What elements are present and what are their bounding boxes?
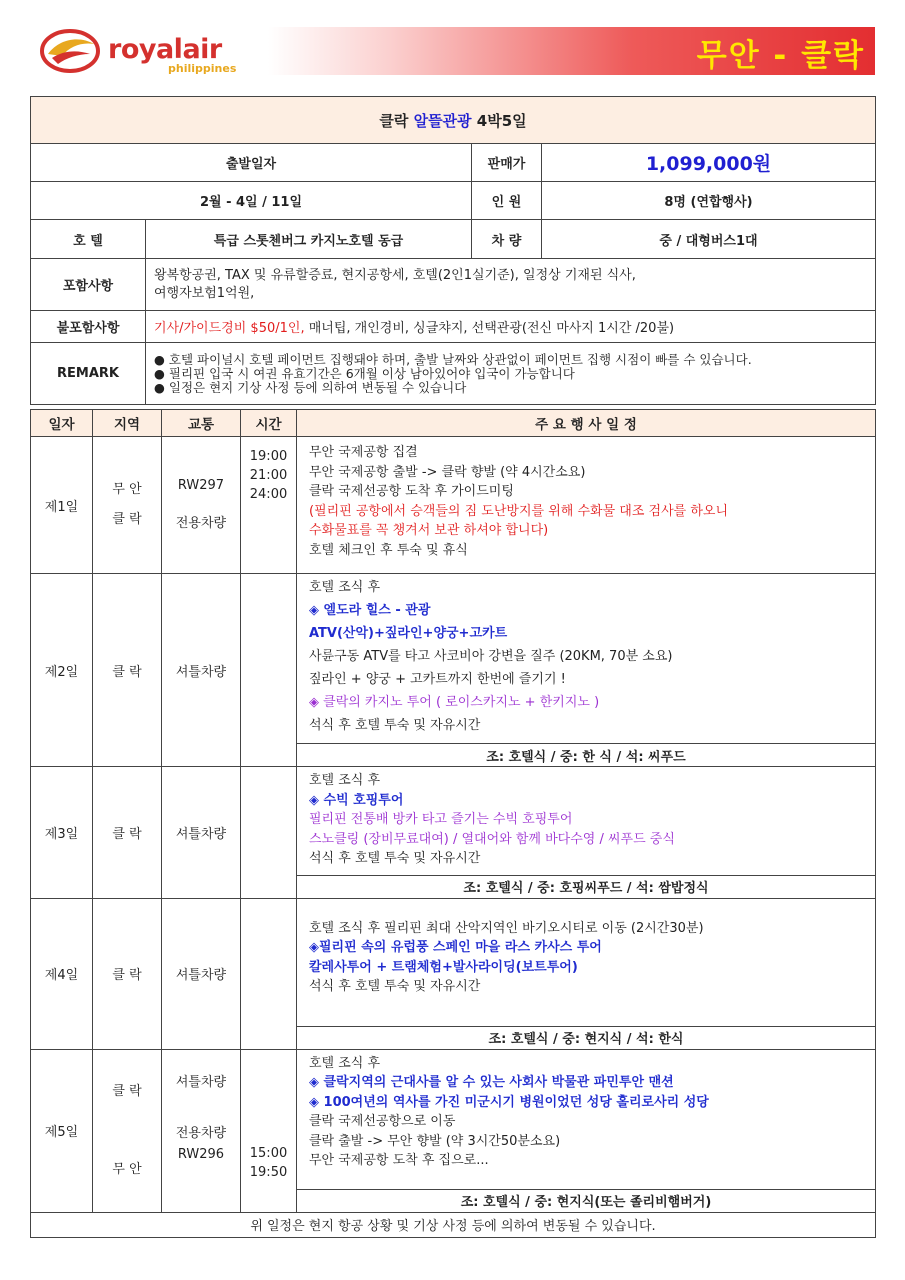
footer-notice: 위 일정은 현지 항공 상황 및 기상 사정 등에 의하여 변동될 수 있습니다. xyxy=(31,1212,876,1237)
logo-subtext: philippines xyxy=(168,62,237,75)
plan-highlight: ◈ 수빅 호핑투어 xyxy=(309,792,404,808)
day-label: 제2일 xyxy=(31,574,93,767)
plan-line: 무안 국제공항 도착 후 집으로... xyxy=(309,1153,489,1168)
transport-cell xyxy=(162,437,241,574)
plan-option: 스노클링 (장비무료대여) / 열대어와 함께 바다수영 / 씨푸드 중식 xyxy=(309,831,675,847)
car-value: 중 / 대형버스1대 xyxy=(542,220,876,259)
meal-info: 조: 호텔식 / 중: 한 식 / 석: 씨푸드 xyxy=(297,744,876,767)
route-banner xyxy=(268,27,875,75)
plan-highlight: ATV(산악)+짚라인+양궁+고카트 xyxy=(309,626,508,641)
remark-label: REMARK xyxy=(31,343,146,405)
plan-line: 석식 후 호텔 투숙 및 자유시간 xyxy=(309,979,481,994)
plan-line: 호텔 조식 후 xyxy=(309,773,381,788)
time-cell xyxy=(241,1049,297,1212)
plan-highlight: ◈ 100여년의 역사를 가진 미군시기 병원이었던 성당 홀리로사리 성당 xyxy=(309,1094,709,1110)
plan-highlight: ◈필리핀 속의 유럽풍 스페인 마을 라스 카사스 투어 xyxy=(309,940,602,955)
day-row xyxy=(31,574,876,744)
schedule-table xyxy=(30,409,876,1238)
plan-cell xyxy=(297,574,876,744)
depart-dates: 2월 - 4일 / 11일 xyxy=(31,182,472,220)
page-header xyxy=(0,0,905,95)
meal-info: 조: 호텔식 / 중: 현지식 / 석: 한식 xyxy=(297,1026,876,1049)
plan-line: 호텔 체크인 후 투숙 및 휴식 xyxy=(309,542,468,558)
time-cell xyxy=(241,898,297,1049)
day-row xyxy=(31,1049,876,1189)
day-label: 제3일 xyxy=(31,767,93,899)
day-row xyxy=(31,898,876,1026)
transport-cell xyxy=(162,1049,241,1212)
plan-line: 짚라인 + 양궁 + 고카트까지 한번에 즐기기 ! xyxy=(309,672,566,687)
plan-line: 클락 출발 -> 무안 향발 (약 3시간50분소요) xyxy=(309,1133,561,1149)
region-name: 클 락 xyxy=(93,574,162,767)
price-label: 판매가 xyxy=(472,144,542,182)
plan-notice: (필리핀 공항에서 승객들의 짐 도난방지를 위해 수화물 대조 검사를 하오니 xyxy=(309,503,729,519)
plan-highlight: 칼레사투어 + 트램체험+발사라이딩(보트투어) xyxy=(309,959,578,975)
day-label: 제1일 xyxy=(31,437,93,574)
plan-line: 클락 국제선공항 도착 후 가이드미팅 xyxy=(309,484,514,499)
royalair-logo xyxy=(40,28,240,78)
included-value xyxy=(146,259,876,311)
time-value: 21:00 xyxy=(249,468,288,483)
time-value: 24:00 xyxy=(249,487,288,502)
day-row xyxy=(31,437,876,574)
time-value: 19:50 xyxy=(249,1164,288,1180)
excluded-guide-fee: 기사/가이드경비 $50/1인, xyxy=(154,321,305,336)
plan-cell xyxy=(297,437,876,574)
excluded-rest: 매너팁, 개인경비, 싱글챠지, 선택관광(전신 마사지 1시간 /20불) xyxy=(304,321,675,336)
plan-line: 사륜구동 ATV를 타고 사코비아 강변을 질주 (20KM, 70분 소요) xyxy=(309,649,673,664)
plan-line: 석식 후 호텔 투숙 및 자유시간 xyxy=(309,718,481,733)
col-time: 시간 xyxy=(241,410,297,437)
plan-option: 필리핀 전통배 방카 타고 즐기는 수빅 호핑투어 xyxy=(309,812,573,827)
remark-value xyxy=(146,343,876,405)
flight-number: RW296 xyxy=(177,1147,225,1162)
plan-line: 무안 국제공항 출발 -> 클락 향발 (약 4시간소요) xyxy=(309,464,586,480)
day-label: 제4일 xyxy=(31,898,93,1049)
included-label: 포함사항 xyxy=(31,259,146,311)
transport-name: 셔틀차량 xyxy=(162,574,241,767)
remark-line: ● 일정은 현지 기상 사정 등에 의하여 변동될 수 있습니다 xyxy=(154,379,467,395)
time-value: 15:00 xyxy=(249,1145,288,1161)
transport-name: 셔틀차량 xyxy=(162,767,241,899)
time-value: 19:00 xyxy=(249,449,288,464)
flight-number: RW297 xyxy=(177,478,225,493)
day-label: 제5일 xyxy=(31,1049,93,1212)
plan-line: 클락 국제선공항으로 이동 xyxy=(309,1114,456,1129)
meal-info: 조: 호텔식 / 중: 현지식(또는 졸리비햄버거) xyxy=(297,1189,876,1212)
plan-option: ◈ 클락의 카지노 투어 ( 로이스카지노 + 한키지노 ) xyxy=(309,695,600,710)
plan-notice: 수화물표를 꼭 챙겨서 보관 하셔야 합니다) xyxy=(309,523,549,538)
car-label: 차 량 xyxy=(472,220,542,259)
remark-line: ● 필리핀 입국 시 여권 유효기간은 6개월 이상 남아있어야 입국이 가능합니다 xyxy=(154,365,575,381)
col-transport: 교통 xyxy=(162,410,241,437)
region-name: 클 락 xyxy=(93,898,162,1049)
plan-cell xyxy=(297,767,876,876)
region-name: 클 락 xyxy=(112,1083,142,1099)
col-region: 지역 xyxy=(93,410,162,437)
tour-title xyxy=(31,97,876,144)
region-cell xyxy=(93,437,162,574)
hotel-value: 특급 스톳첸버그 카지노호텔 동급 xyxy=(146,220,472,259)
col-plan: 주 요 행 사 일 정 xyxy=(297,410,876,437)
region-name: 클 락 xyxy=(93,767,162,899)
transport-name: 전용차량 xyxy=(175,516,227,531)
plan-line: 호텔 조식 후 필리핀 최대 산악지역인 바기오시티로 이동 (2시간30분) xyxy=(309,920,704,936)
pax-value: 8명 (연합행사) xyxy=(542,182,876,220)
price-value: 1,099,000원 xyxy=(542,144,876,182)
col-day: 일자 xyxy=(31,410,93,437)
day-row xyxy=(31,767,876,876)
title-product: 알뜰관광 xyxy=(413,111,472,130)
region-name: 클 락 xyxy=(112,512,142,527)
plan-line: 호텔 조식 후 xyxy=(309,1055,381,1071)
transport-name: 전용차량 xyxy=(175,1126,227,1141)
region-name: 무 안 xyxy=(112,1161,142,1177)
plan-line: 무안 국제공항 집결 xyxy=(309,445,418,460)
route-title: 무안 - 클락 xyxy=(696,38,865,74)
included-line: 여행자보험1억원, xyxy=(154,285,255,301)
depart-label: 출발일자 xyxy=(31,144,472,182)
title-duration: 4박5일 xyxy=(476,111,527,130)
pax-label: 인 원 xyxy=(472,182,542,220)
meal-info: 조: 호텔식 / 중: 호핑씨푸드 / 석: 쌈밥정식 xyxy=(297,875,876,898)
tour-info-table xyxy=(30,96,876,405)
region-name: 무 안 xyxy=(112,482,142,497)
time-cell xyxy=(241,437,297,574)
transport-name: 셔틀차량 xyxy=(175,1075,227,1090)
royalair-bird-icon xyxy=(40,28,102,74)
remark-line: ● 호텔 파이널시 호텔 페이먼트 집행돼야 하며, 출발 날짜와 상관없이 페이먼트 집행 시점이 빠를 수 있습니다. xyxy=(154,351,752,367)
plan-line: 석식 후 호텔 투숙 및 자유시간 xyxy=(309,851,481,866)
title-city: 클락 xyxy=(379,111,409,130)
logo-text: royalair xyxy=(108,34,222,65)
plan-line: 호텔 조식 후 xyxy=(309,580,381,595)
time-cell xyxy=(241,767,297,899)
plan-cell xyxy=(297,898,876,1026)
plan-highlight: ◈ 엘도라 힐스 - 관광 xyxy=(309,603,431,618)
region-cell xyxy=(93,1049,162,1212)
time-cell xyxy=(241,574,297,767)
excluded-value xyxy=(146,311,876,343)
hotel-label: 호 텔 xyxy=(31,220,146,259)
included-line: 왕복항공권, TAX 및 유류할증료, 현지공항세, 호텔(2인1실기준), 일정상 기재된 식사, xyxy=(154,267,636,283)
plan-cell xyxy=(297,1049,876,1189)
plan-highlight: ◈ 클락지역의 근대사를 알 수 있는 사회사 박물관 파민투안 맨션 xyxy=(309,1075,674,1090)
transport-name: 셔틀차량 xyxy=(162,898,241,1049)
excluded-label: 불포함사항 xyxy=(31,311,146,343)
